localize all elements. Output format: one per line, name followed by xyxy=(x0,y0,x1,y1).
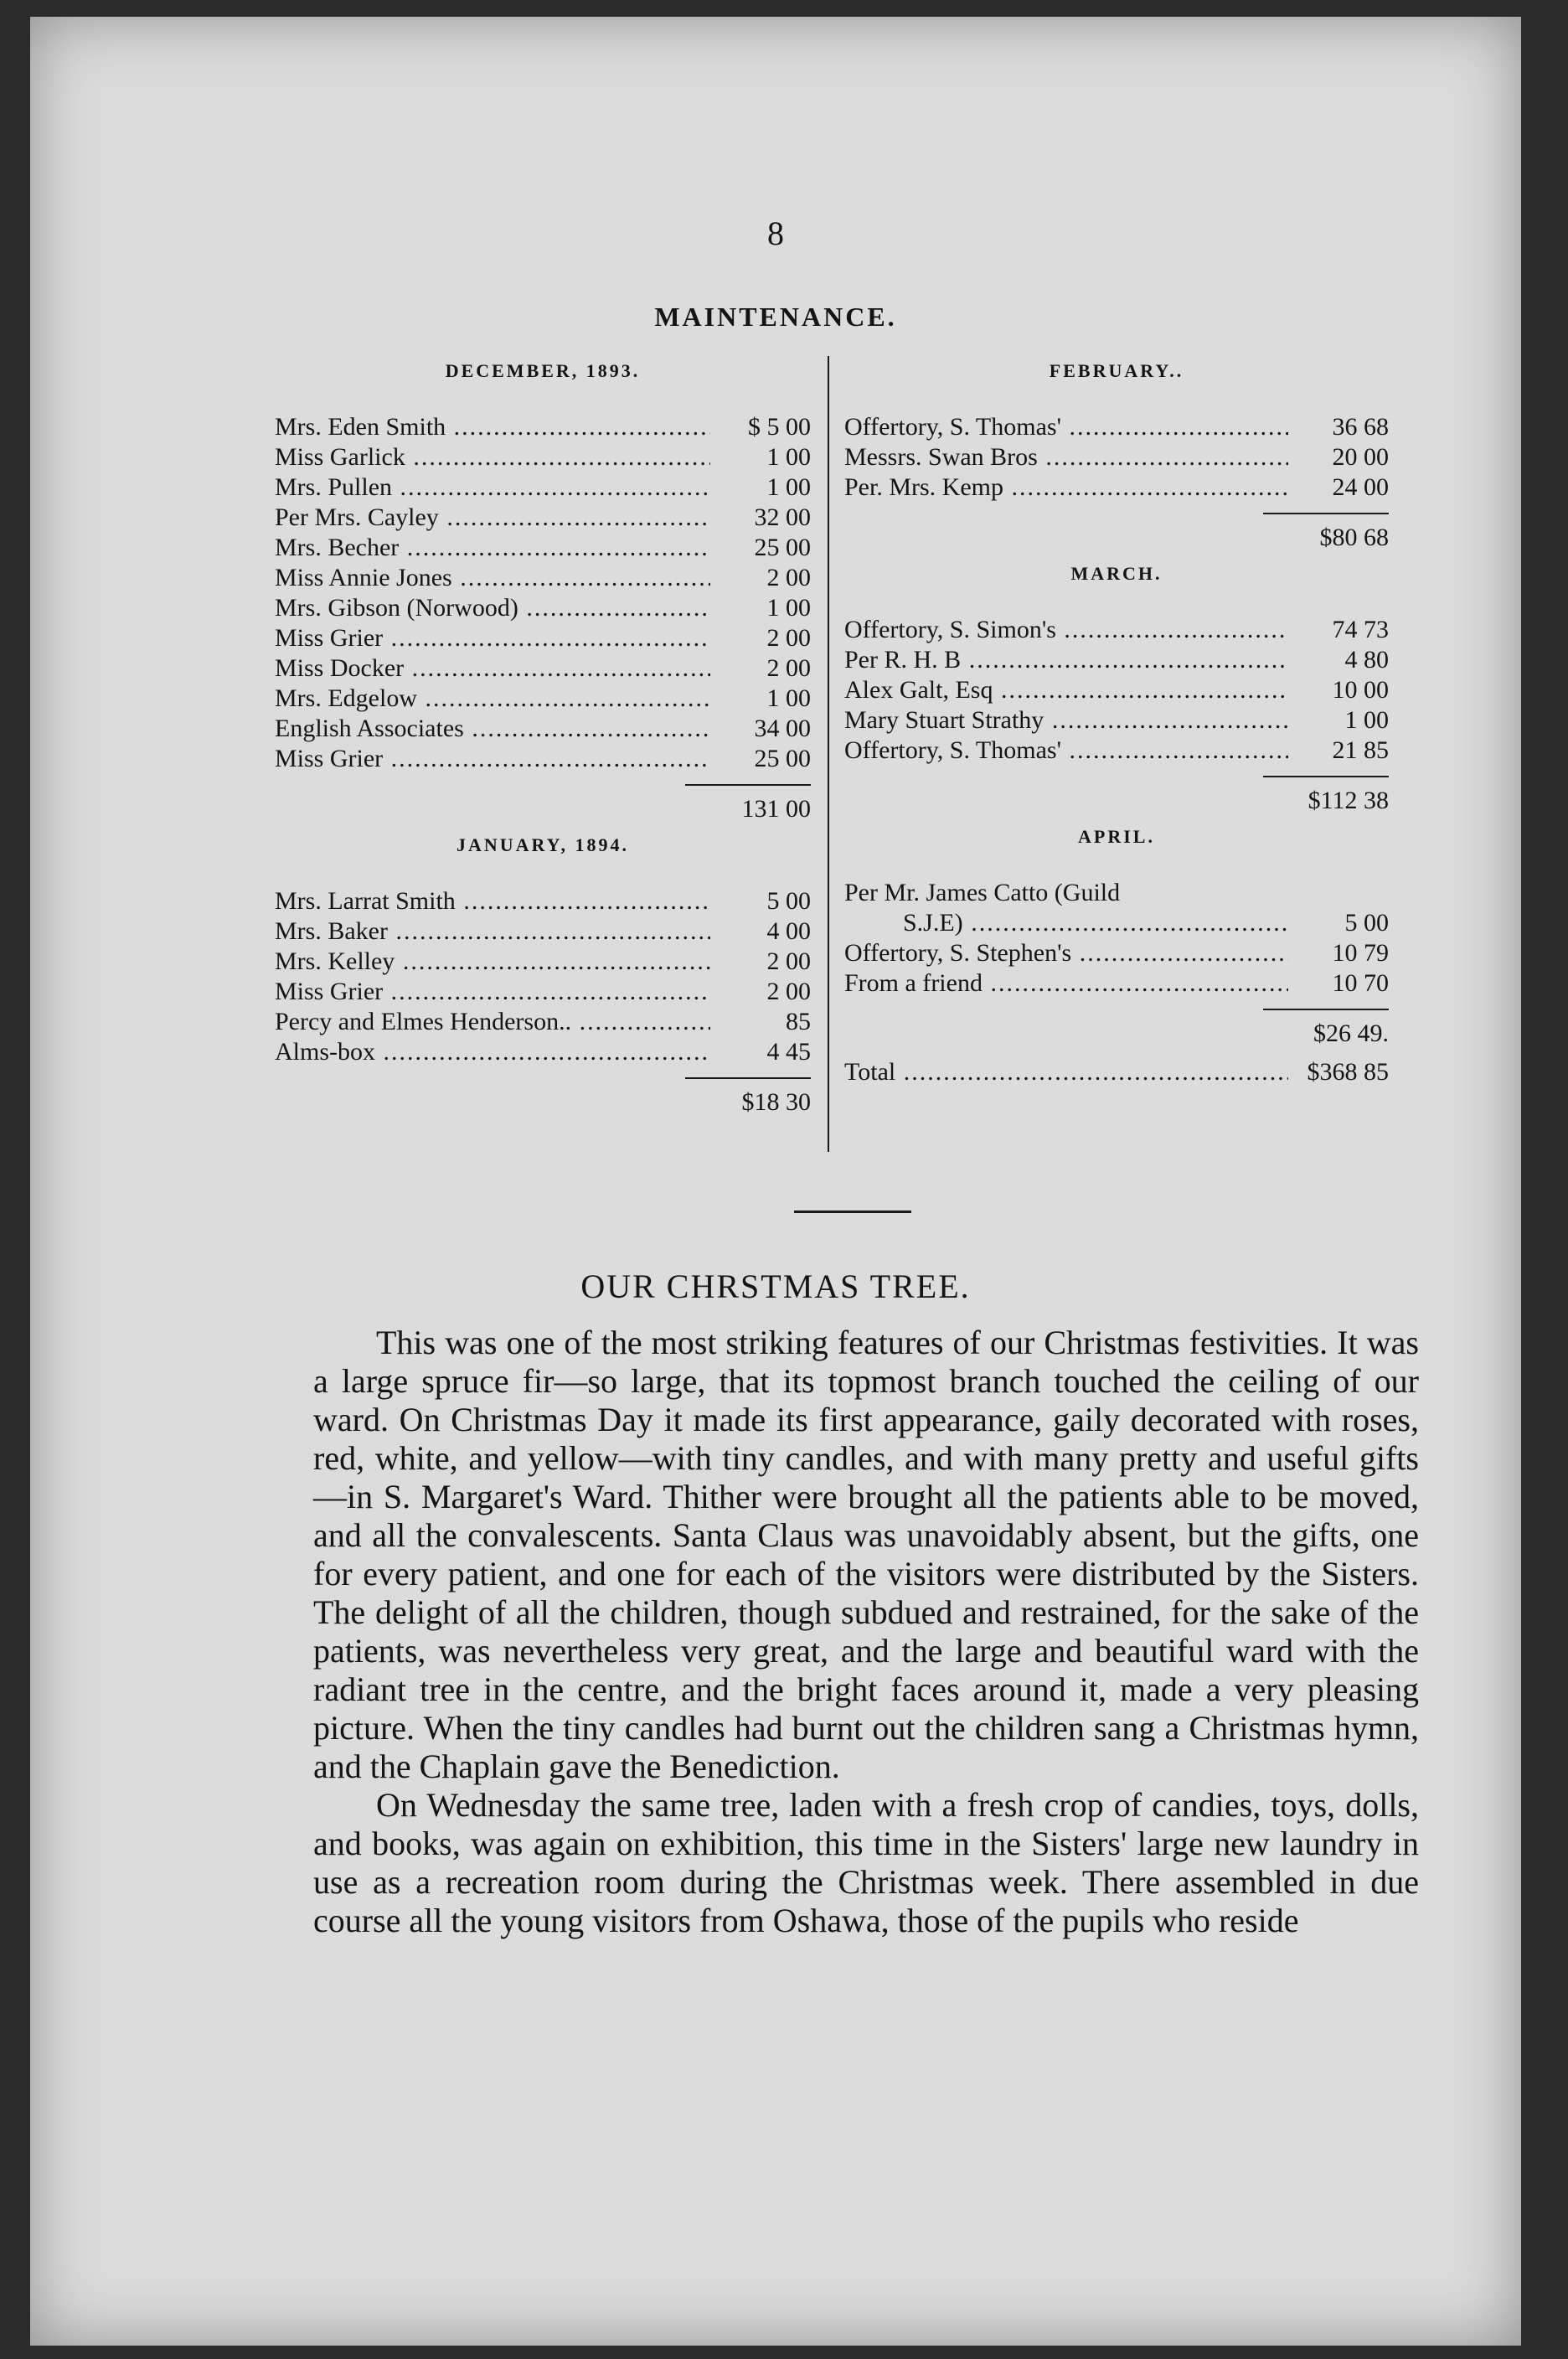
entry-name: Mary Stuart Strathy ..... xyxy=(844,705,1288,736)
ledger-entry xyxy=(275,977,811,1007)
entry-name: From a friend ..... xyxy=(844,968,1288,999)
entry-amount: 36 68 xyxy=(1332,413,1389,441)
subtotal: $112 38 xyxy=(1308,787,1389,814)
month-block-january xyxy=(275,834,811,1119)
entry-name: Offertory, S. Thomas' ..... xyxy=(844,736,1288,766)
ledger-entry xyxy=(275,744,811,774)
entry-name: Offertory, S. Stephen's ..... xyxy=(844,938,1288,968)
ledger-entry xyxy=(275,623,811,653)
entry-name: Miss Grier ..... xyxy=(275,744,710,774)
month-heading: APRIL. xyxy=(1078,826,1155,847)
entry-amount: 1 00 xyxy=(766,473,811,501)
ledger-entry xyxy=(844,472,1389,503)
subtotal-rule xyxy=(1263,1009,1389,1010)
entry-name: Miss Garlick ..... xyxy=(275,442,710,472)
ledger-entry xyxy=(275,472,811,503)
entry-amount: 32 00 xyxy=(754,503,811,531)
entry-name: Mrs. Pullen ..... xyxy=(275,472,710,503)
subtotal-rule xyxy=(685,784,811,786)
article-paragraph: This was one of the most striking features of our Christmas festivities. It was a large spruce fir—so large, that its topmost branch touched the ceiling of our ward. On Christmas Day it made its first appearance, gaily decorated with roses, red, white, and yellow—with tiny candles, and with many pretty and useful gifts—in S. Margaret's Ward. Thither were brought all the patients able to be moved, and all the convalescents. Santa Claus was unavoidably absent, but the gifts, one for every patient, and one for each of the visitors were distributed by the Sisters. The delight of all the children, though subdued and restrained, for the sake of the patients, was nevertheless very great, and the large and beautiful ward with the radiant tree in the centre, and the bright faces around it, made a very pleasing picture. When the tiny candles had burnt out the children sang a Christmas hymn, and the Chaplain gave the Benediction. xyxy=(313,1324,1419,1785)
ledger-entry xyxy=(844,968,1389,999)
entry-name: Per R. H. B ..... xyxy=(844,645,1288,675)
entry-amount: 25 00 xyxy=(754,745,811,772)
month-block-february xyxy=(844,360,1389,555)
entry-name: Per Mrs. Cayley ..... xyxy=(275,503,710,533)
total-amount: $368 85 xyxy=(1307,1058,1389,1086)
entry-amount: 74 73 xyxy=(1332,616,1389,643)
ledger-right-column xyxy=(844,352,1389,1087)
entry-amount: 34 00 xyxy=(754,715,811,742)
month-heading: DECEMBER, 1893. xyxy=(445,360,641,381)
total-label: Total ..... xyxy=(844,1057,1288,1087)
entry-name: Mrs. Larrat Smith ..... xyxy=(275,886,710,916)
entry-amount: 4 80 xyxy=(1344,646,1389,674)
entry-name: Per Mr. James Catto (Guild xyxy=(844,879,1121,906)
entry-amount: 5 00 xyxy=(766,887,811,915)
entry-amount: 5 00 xyxy=(1344,909,1389,937)
ledger-entry xyxy=(275,653,811,684)
grand-total xyxy=(844,1057,1389,1087)
page-number: 8 xyxy=(767,214,784,252)
entry-amount: 20 00 xyxy=(1332,443,1389,471)
entry-name: Mrs. Becher ..... xyxy=(275,533,710,563)
entry-amount: 2 00 xyxy=(766,564,811,591)
ledger-entry xyxy=(844,736,1389,766)
entry-name: Per. Mrs. Kemp ..... xyxy=(844,472,1288,503)
article-title: OUR CHRSTMAS TREE. xyxy=(580,1267,971,1305)
entry-name: Alms-box ..... xyxy=(275,1037,710,1067)
entry-amount: 1 00 xyxy=(766,443,811,471)
entry-list xyxy=(275,412,811,774)
entry-amount: 2 00 xyxy=(766,654,811,682)
entry-amount: 24 00 xyxy=(1332,473,1389,501)
entry-amount: 4 45 xyxy=(766,1038,811,1066)
ledger-entry xyxy=(275,593,811,623)
ledger-entry xyxy=(844,878,1389,938)
page xyxy=(30,17,1521,2346)
entry-amount: 4 00 xyxy=(766,917,811,945)
entry-name: Percy and Elmes Henderson.. ..... xyxy=(275,1007,710,1037)
entry-amount: 25 00 xyxy=(754,534,811,561)
entry-amount: 1 00 xyxy=(1344,706,1389,734)
entry-name: Mrs. Gibson (Norwood) ..... xyxy=(275,593,710,623)
ledger-entry xyxy=(275,563,811,593)
entry-name: Mrs. Eden Smith ..... xyxy=(275,412,710,442)
ledger-entry xyxy=(275,886,811,916)
subtotal: 131 00 xyxy=(741,795,811,823)
entry-amount: 85 xyxy=(786,1008,811,1035)
entry-name: Miss Grier ..... xyxy=(275,623,710,653)
entry-amount: 10 70 xyxy=(1332,969,1389,997)
entry-name: Mrs. Baker ..... xyxy=(275,916,710,947)
entry-name: Mrs. Edgelow ..... xyxy=(275,684,710,714)
month-heading: JANUARY, 1894. xyxy=(456,834,630,855)
entry-name: Miss Docker ..... xyxy=(275,653,710,684)
entry-amount: 1 00 xyxy=(766,594,811,622)
ledger-entry xyxy=(844,615,1389,645)
entry-amount: 10 79 xyxy=(1332,939,1389,967)
ledger-entry xyxy=(844,938,1389,968)
subtotal-rule xyxy=(1263,776,1389,777)
entry-amount: 2 00 xyxy=(766,947,811,975)
article-body xyxy=(313,1324,1419,1940)
entry-name: Miss Grier ..... xyxy=(275,977,710,1007)
entry-list xyxy=(844,412,1389,503)
entry-amount: 1 00 xyxy=(766,684,811,712)
entry-amount: 10 00 xyxy=(1332,676,1389,704)
subtotal: $80 68 xyxy=(1319,524,1389,551)
entry-name: English Associates ..... xyxy=(275,714,710,744)
subtotal: $18 30 xyxy=(741,1088,811,1116)
entry-amount: $ 5 00 xyxy=(748,413,811,441)
entry-name: Mrs. Kelley ..... xyxy=(275,947,710,977)
ledger-entry xyxy=(275,916,811,947)
entry-name-continuation: S.J.E) ..... xyxy=(844,908,1288,938)
entry-name: Offertory, S. Simon's ..... xyxy=(844,615,1288,645)
ledger-entry xyxy=(844,705,1389,736)
subtotal: $26 49. xyxy=(1313,1019,1389,1047)
subtotal-rule xyxy=(1263,513,1389,514)
month-heading: MARCH. xyxy=(1070,563,1163,584)
entry-continuation-row xyxy=(844,908,1389,938)
subtotal-rule xyxy=(685,1077,811,1079)
entry-name: Offertory, S. Thomas' ..... xyxy=(844,412,1288,442)
entry-list xyxy=(844,878,1389,999)
ledger-entry xyxy=(275,533,811,563)
ledger-entry xyxy=(844,675,1389,705)
article-paragraph: On Wednesday the same tree, laden with a fresh crop of candies, toys, dolls, and books, was again on exhibition, this time in the Sisters' large new laundry in use as a recreation room during the Christmas week. There assembled in due course all the young visitors from Oshawa, those of the pupils who reside xyxy=(313,1786,1419,1939)
entry-amount: 2 00 xyxy=(766,978,811,1005)
section-separator xyxy=(794,1210,911,1213)
ledger-entry xyxy=(275,684,811,714)
ledger-entry xyxy=(275,1007,811,1037)
entry-list xyxy=(275,886,811,1067)
entry-name: Messrs. Swan Bros ..... xyxy=(844,442,1288,472)
entry-list xyxy=(844,615,1389,766)
month-block-april xyxy=(844,826,1389,1050)
ledger-entry xyxy=(275,714,811,744)
ledger-entry xyxy=(275,1037,811,1067)
ledger-entry xyxy=(844,412,1389,442)
entry-amount: 2 00 xyxy=(766,624,811,652)
ledger-entry xyxy=(275,442,811,472)
ledger-entry xyxy=(844,442,1389,472)
entry-name: Miss Annie Jones ..... xyxy=(275,563,710,593)
entry-amount: 21 85 xyxy=(1332,736,1389,764)
column-divider xyxy=(828,356,829,1152)
ledger-entry xyxy=(275,947,811,977)
month-block-march xyxy=(844,563,1389,818)
month-heading: FEBRUARY.. xyxy=(1049,360,1184,381)
ledger-entry xyxy=(844,645,1389,675)
month-block-december xyxy=(275,360,811,826)
ledger-entry xyxy=(275,412,811,442)
ledger-entry xyxy=(275,503,811,533)
ledger-title: MAINTENANCE. xyxy=(654,302,897,332)
entry-name: Alex Galt, Esq ..... xyxy=(844,675,1288,705)
ledger-left-column xyxy=(275,352,811,1126)
